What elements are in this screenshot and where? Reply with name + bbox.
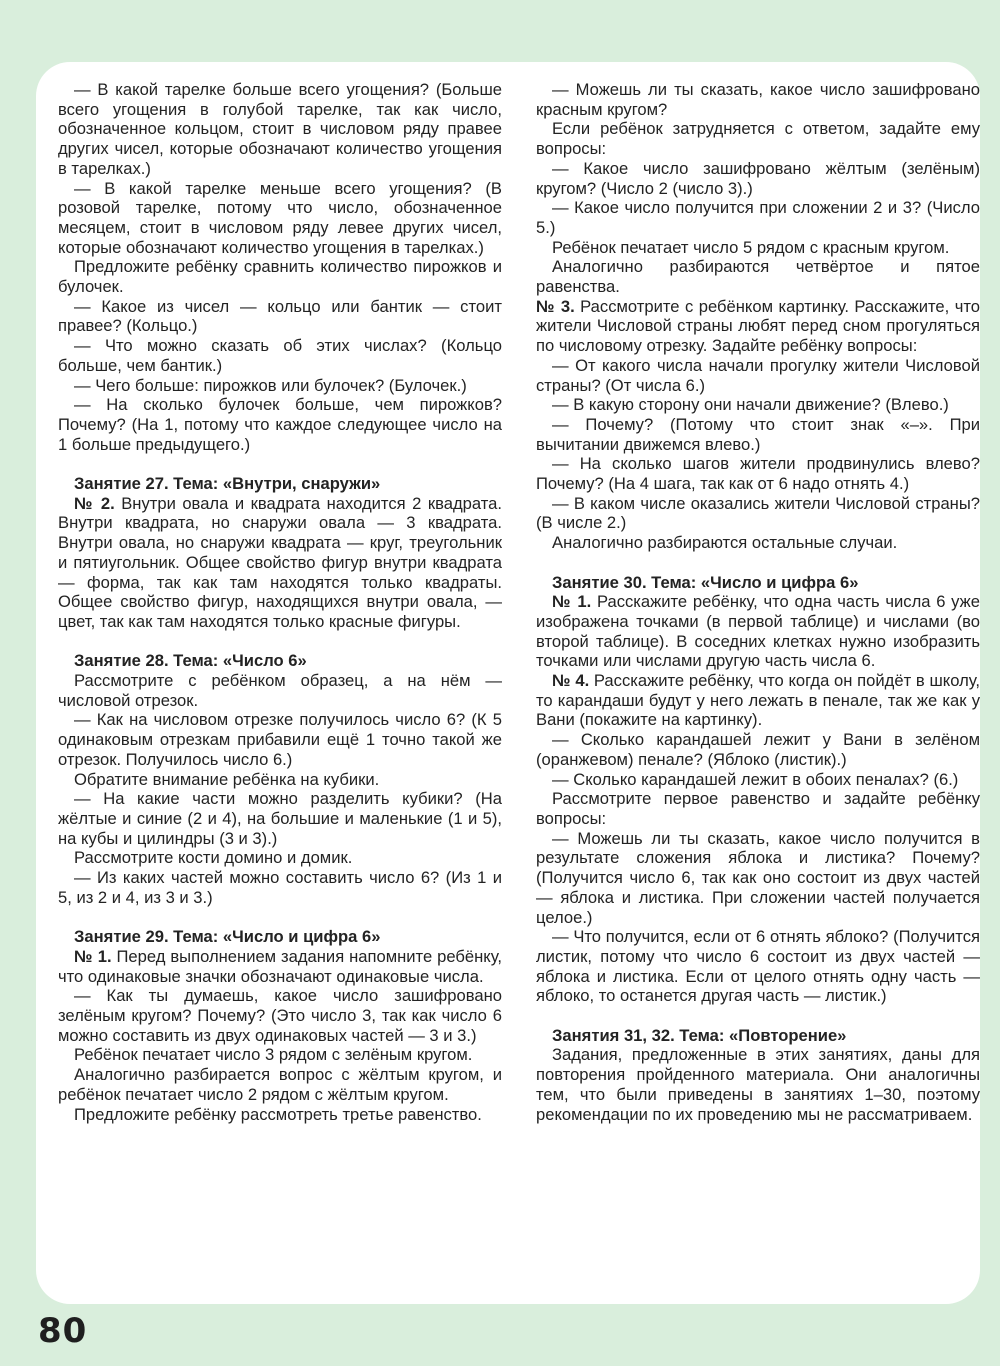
paragraph: — На какие части можно разделить кубики? (На жёлтые и синие (2 и 4), на большие и маленькие (1 и 5), на кубы и цилиндры (3 и 3).) xyxy=(58,789,502,848)
paragraph: Аналогично разбирается вопрос с жёлтым кругом, и ребёнок печатает число 2 рядом с жёлтым кругом. xyxy=(58,1065,502,1104)
paragraph: — Какое число зашифровано жёлтым (зелёным) кругом? (Число 2 (число 3).) xyxy=(536,158,980,198)
paragraph: Рассмотрите с ребёнком образец, а на нём — числовой отрезок. xyxy=(58,671,502,710)
paragraph: — В какую сторону они начали движение? (Влево.) xyxy=(552,395,949,415)
lesson-30-heading: Занятие 30. Тема: «Число и цифра 6» xyxy=(552,572,859,592)
paragraph: Задания, предложенные в этих занятиях, даны для повторения пройденного материала. Они аналогичны тем, что были приведены в занятиях 1–30, поэтому рекомендации по их проведению мы не рассматриваем. xyxy=(536,1045,980,1124)
paragraph: — Можешь ли ты сказать, какое число получится в результате сложения яблока и листика? Почему? (Получится число 6, так как оно состоит из двух частей — яблока и листика. При сложении частей получается целое.) xyxy=(536,828,980,927)
task-number: № 4. xyxy=(552,671,590,691)
paragraph: Ребёнок печатает число 5 рядом с красным кругом. xyxy=(552,237,950,257)
task-number: № 2. xyxy=(74,493,115,513)
paragraph: Предложите ребёнку рассмотреть третье равенство. xyxy=(74,1104,482,1124)
paragraph: Аналогично разбираются четвёртое и пятое равенства. xyxy=(536,257,980,297)
left-column xyxy=(58,80,502,1124)
lesson-29-heading: Занятие 29. Тема: «Число и цифра 6» xyxy=(74,927,381,947)
paragraph: — В какой тарелке меньше всего угощения? (В розовой тарелке, потому что число, обозначенное месяцем, стоит в числовом ряду левее других чисел, которые обозначают количество угощения в тарелках.) xyxy=(58,178,502,257)
paragraph-text: Внутри овала и квадрата находится 2 квадрата. Внутри квадрата, но снаружи овала — 3 квадрата. Внутри овала, но снаружи квадрата — круг, треугольник и пятиугольник. Общее свойство фигур внутри квадрата — форма, так как там находятся только квадраты. Общее свойство фигур, находящихся внутри овала, — цвет, так как там находятся только красные фигуры. xyxy=(58,493,502,631)
paragraph: — Что можно сказать об этих числах? (Кольцо больше, чем бантик.) xyxy=(58,336,502,375)
paragraph xyxy=(536,297,980,356)
paragraph: Предложите ребёнку сравнить количество пирожков и булочек. xyxy=(58,257,502,297)
paragraph-text: Расскажите ребёнку, что одна часть числа 6 уже изображена точками (в первой таблице) и числами (во второй таблице). В соседних клетках нужно изобразить точками или числами другую часть числа 6. xyxy=(536,592,980,671)
paragraph xyxy=(536,592,980,671)
task-number: № 1. xyxy=(552,592,592,612)
paragraph: Если ребёнок затрудняется с ответом, задайте ему вопросы: xyxy=(536,119,980,159)
paragraph: — Какое число получится при сложении 2 и 3? (Число 5.) xyxy=(536,198,980,237)
paragraph: Обратите внимание ребёнка на кубики. xyxy=(74,769,380,789)
paragraph: — От какого числа начали прогулку жители Числовой страны? (От числа 6.) xyxy=(536,355,980,395)
paragraph: — Из каких частей можно составить число 6? (Из 1 и 5, из 2 и 4, из 3 и 3.) xyxy=(58,868,502,907)
paragraph: — Чего больше: пирожков или булочек? (Булочек.) xyxy=(74,375,467,395)
paragraph: Рассмотрите первое равенство и задайте ребёнку вопросы: xyxy=(536,789,980,828)
paragraph xyxy=(58,947,502,986)
paragraph: — Какое из чисел — кольцо или бантик — стоит правее? (Кольцо.) xyxy=(58,296,502,336)
paragraph-text: Расскажите ребёнку, что когда он пойдёт в школу, то карандаши будут у него лежать в пенале, так же как у Вани (покажите на картинку). xyxy=(536,671,980,730)
paragraph: — Как на числовом отрезке получилось число 6? (К 5 одинаковым отрезкам прибавили ещё 1 точно такой же отрезок. Получилось число 6.) xyxy=(58,710,502,769)
task-number: № 1. xyxy=(74,946,112,966)
page-number: 80 xyxy=(38,1311,88,1351)
paragraph: — Почему? (Потому что стоит знак «–». При вычитании движемся влево.) xyxy=(536,414,980,454)
paragraph xyxy=(536,671,980,730)
lesson-27-heading: Занятие 27. Тема: «Внутри, снаружи» xyxy=(74,474,381,494)
paragraph: — На сколько шагов жители продвинулись влево? Почему? (На 4 шага, так как от 6 надо отнять 4.) xyxy=(536,454,980,494)
paragraph: — Что получится, если от 6 отнять яблоко? (Получится листик, потому что число 6 состоит из двух частей — яблока и листика. Если от целого отнять одну часть — яблоко, то останется другая часть — листик.) xyxy=(536,927,980,1006)
paragraph: Рассмотрите кости домино и домик. xyxy=(74,848,353,868)
paragraph xyxy=(58,494,502,632)
paragraph-text: Перед выполнением задания напомните ребёнку, что одинаковые значки обозначают одинаковые числа. xyxy=(58,946,502,986)
right-column xyxy=(536,80,980,1124)
paragraph: — В какой тарелке больше всего угощения? (Больше всего угощения в голубой тарелке, так как число, обозначенное кольцом, стоит в числовом ряду правее других чисел, которые обозначают количество угощения в тарелках.) xyxy=(58,80,502,178)
paragraph-text: Рассмотрите с ребёнком картинку. Расскажите, что жители Числовой страны любят перед сном прогуляться по числовому отрезку. Задайте ребёнку вопросы: xyxy=(536,296,980,356)
paragraph: Ребёнок печатает число 3 рядом с зелёным кругом. xyxy=(74,1045,473,1065)
paragraph: — Можешь ли ты сказать, какое число зашифровано красным кругом? xyxy=(536,80,980,119)
paragraph: Аналогично разбираются остальные случаи. xyxy=(552,533,898,553)
lesson-31-32-heading: Занятия 31, 32. Тема: «Повторение» xyxy=(552,1025,847,1045)
paragraph: — На сколько булочек больше, чем пирожков? Почему? (На 1, потому что каждое следующее число на 1 больше предыдущего.) xyxy=(58,395,502,454)
paragraph: — Сколько карандашей лежит у Вани в зелёном (оранжевом) пенале? (Яблоко (листик).) xyxy=(536,730,980,769)
lesson-28-heading: Занятие 28. Тема: «Число 6» xyxy=(74,651,307,671)
paragraph: — В каком числе оказались жители Числовой страны? (В числе 2.) xyxy=(536,493,980,533)
task-number: № 3. xyxy=(536,296,575,316)
paragraph: — Как ты думаешь, какое число зашифровано зелёным кругом? Почему? (Это число 3, так как число 6 можно составить из двух одинаковых частей — 3 и 3.) xyxy=(58,986,502,1045)
paragraph: — Сколько карандашей лежит в обоих пеналах? (6.) xyxy=(552,769,959,789)
